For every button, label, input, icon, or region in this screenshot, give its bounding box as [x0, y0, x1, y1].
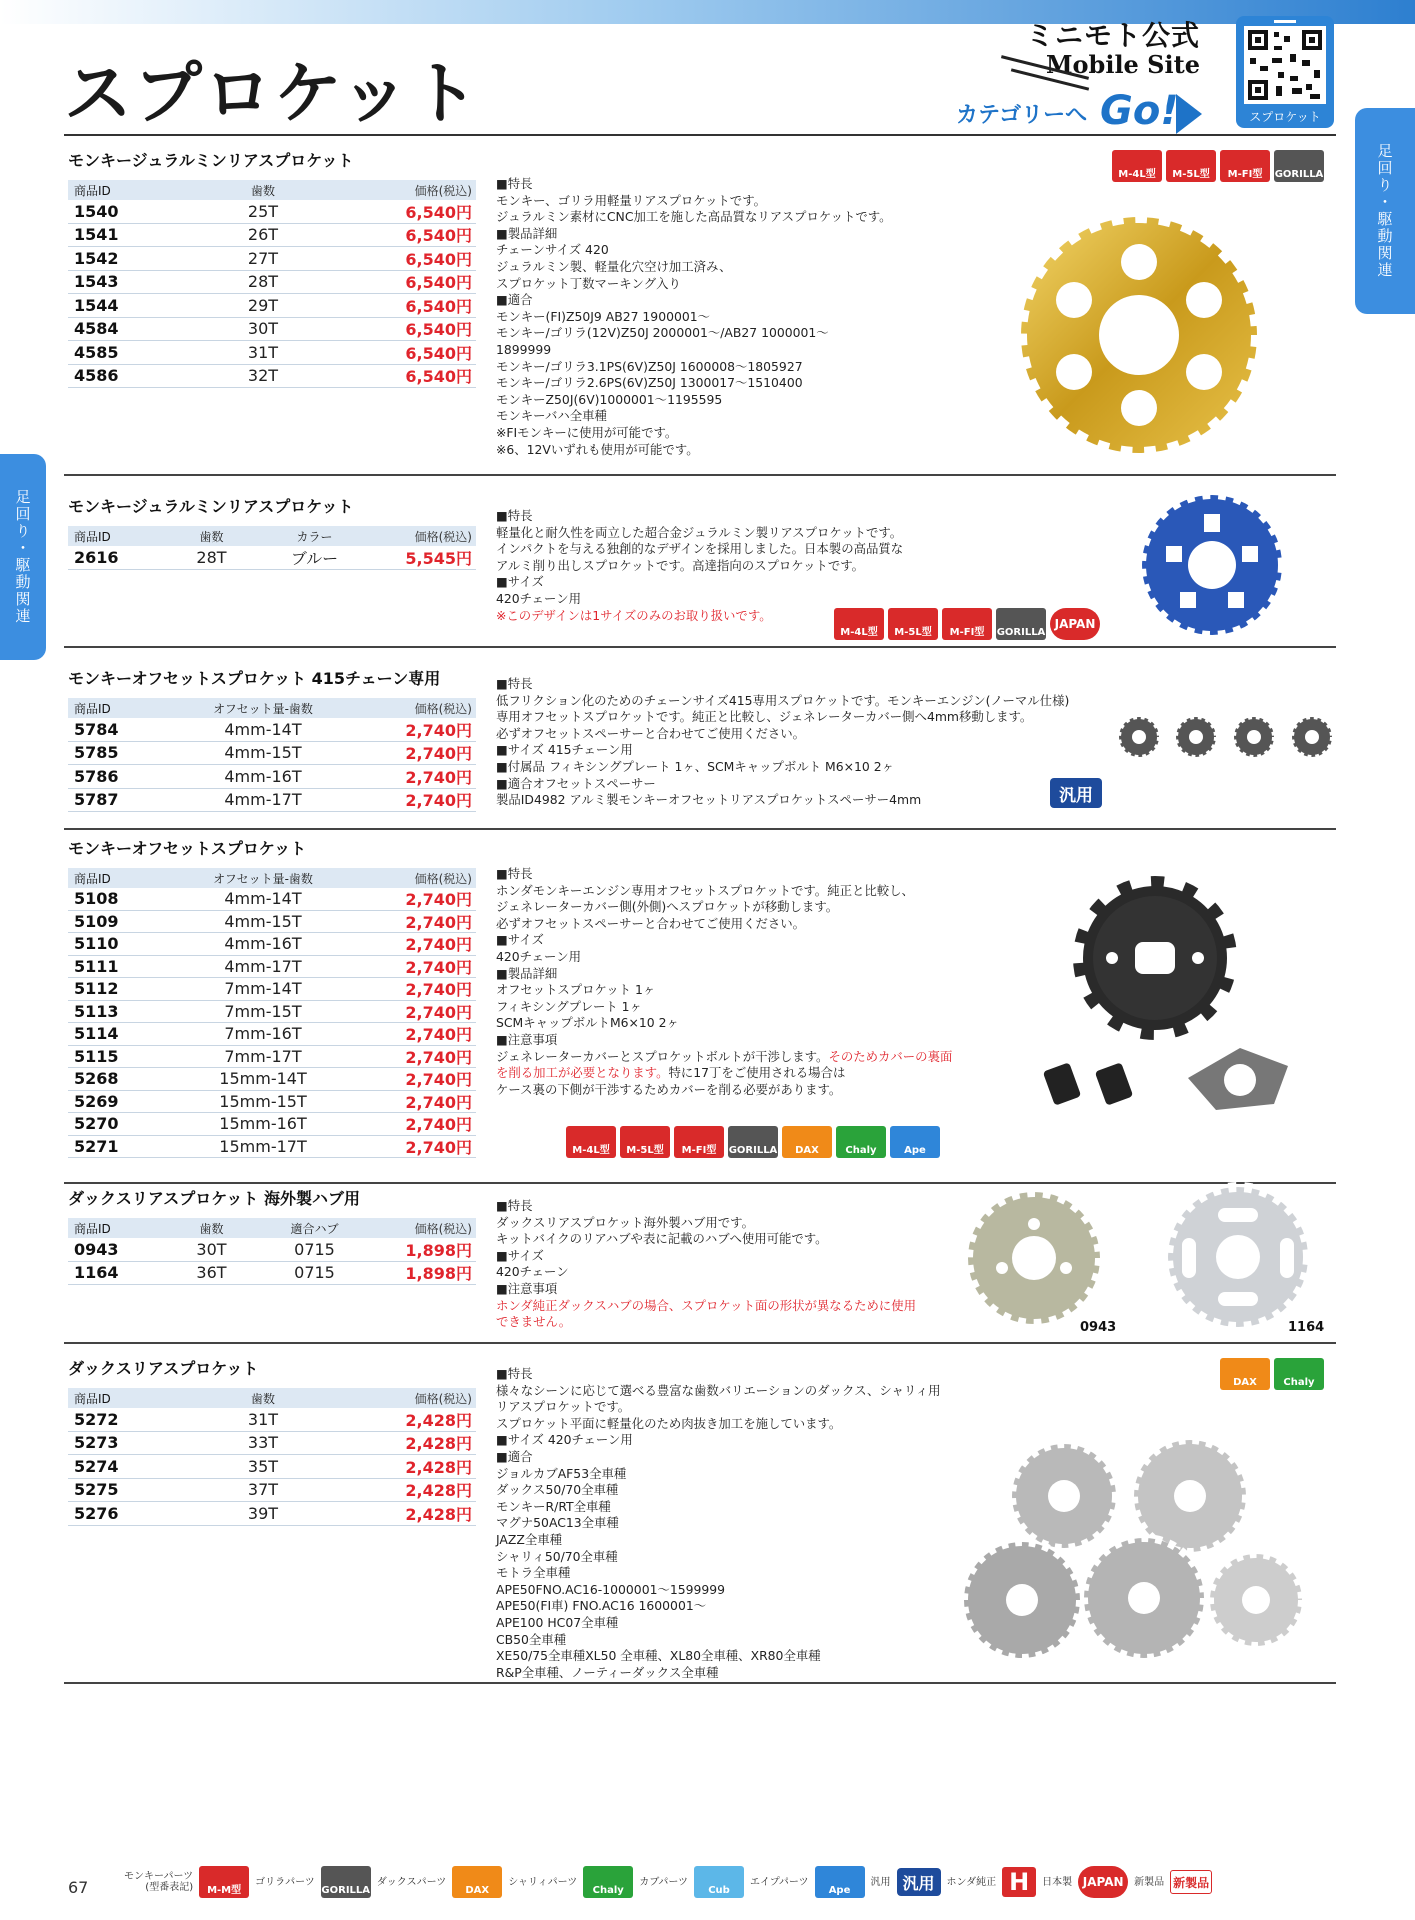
category-tab-left[interactable]: 足回り・駆動関連	[0, 454, 46, 660]
teeth: 28T	[247, 272, 279, 292]
legend-label: ダックスパーツ	[376, 1876, 447, 1888]
product-description	[496, 866, 956, 1098]
ape-badge: Ape	[890, 1126, 940, 1158]
mobile-line1: ミニモト公式	[1025, 19, 1200, 52]
price: 2,740円	[405, 1047, 472, 1067]
price: 2,428円	[405, 1481, 472, 1501]
price: 2,740円	[405, 1092, 472, 1112]
legend-label: モンキーパーツ (型番表記)	[124, 1871, 194, 1893]
product-id: 5113	[74, 1001, 119, 1021]
table-row[interactable]	[68, 911, 476, 934]
universal-badge: 汎用	[1050, 778, 1102, 808]
dax-badge: DAX	[452, 1866, 502, 1898]
teeth: 31T	[247, 1409, 279, 1429]
mfi-badge: M-FI型	[942, 608, 992, 640]
offset-teeth: 15mm-16T	[219, 1114, 307, 1134]
m5l-badge: M-5L型	[888, 608, 938, 640]
header-offset: オフセット量-歯数	[213, 871, 313, 886]
price: 2,740円	[405, 1070, 472, 1090]
teeth: 33T	[247, 1433, 279, 1453]
price: 2,740円	[405, 935, 472, 955]
offset-teeth: 4mm-15T	[224, 743, 302, 763]
product-id: 5110	[74, 934, 119, 954]
m4l-badge: M-4L型	[566, 1126, 616, 1158]
table-row[interactable]	[68, 1408, 476, 1432]
section-title: モンキージュラルミンリアスプロケット	[68, 151, 354, 170]
header-id: 商品ID	[74, 1221, 111, 1236]
section-title: ダックスリアスプロケット 海外製ハブ用	[68, 1189, 360, 1208]
product-id: 5114	[74, 1024, 119, 1044]
section-divider	[64, 828, 1336, 830]
color: ブルー	[290, 548, 339, 568]
table-row[interactable]	[68, 1046, 476, 1069]
table-header	[68, 1218, 476, 1238]
product-id: 5272	[74, 1409, 119, 1429]
description-text: ■特長 ホンダモンキーエンジン専用オフセットスプロケットです。純正と比較し、 ジェネレーターカバー側(外側)へスプロケットが移動します。 必ずオフセットスペーサーと合わせてご使用ください。 ■サイズ 420チェーン用 ■製品詳細 オフセットスプロケット 1ヶ フィキシングプレート 1ヶ SCMキャップボルトM6×10 2ヶ ■注意事項 ジェネレーターカバーとスプロケットボルトが干渉します。	[496, 866, 914, 1064]
qr-code-icon	[1244, 26, 1326, 104]
product-id: 5270	[74, 1114, 119, 1134]
price: 2,428円	[405, 1410, 472, 1430]
m4l-badge: M-4L型	[1112, 150, 1162, 182]
product-id: 4586	[74, 366, 119, 386]
price: 2,740円	[405, 890, 472, 910]
product-id: 5275	[74, 1480, 119, 1500]
qr-label: スプロケット	[1249, 110, 1321, 124]
header-id: 商品ID	[74, 701, 111, 716]
arrow-right-icon	[1176, 94, 1202, 134]
gold-sprocket-image	[1004, 200, 1274, 470]
header-teeth: 歯数	[250, 183, 275, 198]
product-description: ■特長 様々なシーンに応じて選べる豊富な歯数バリエーションのダックス、シャリィ用 リアスプロケットです。 スプロケット平面に軽量化のため肉抜き加工を施しています。 ■サイズ 420チェーン用 ■適合 ジョルカブAF53全車種 ダックス50/70全車種 モンキーR/RT全車種 マグナ50AC13全車種 JAZZ全車種 シャリィ50/70全車種 モトラ全車種 APE50FNO.AC16-1000001〜1599999 APE50(FI車) FNO.AC16 1600001〜 APE100 HC07全車種 CB50全車種 XE50/75全車種XL50 全車種、XL80全車種、XR80全車種 R&P全車種、ノーティーダックス全車種	[496, 1366, 941, 1680]
product-id: 1540	[74, 201, 119, 221]
header-id: 商品ID	[74, 1391, 111, 1406]
pic-label-0943: 0943	[1080, 1320, 1117, 1335]
table-row[interactable]	[68, 247, 476, 271]
table-row[interactable]	[68, 1091, 476, 1114]
section-divider	[64, 1342, 1336, 1344]
sprocket-1164-image	[1154, 1182, 1322, 1332]
new-product-badge: 新製品	[1170, 1870, 1212, 1894]
price: 2,740円	[405, 1137, 472, 1157]
product-table	[68, 180, 476, 388]
product-id: 5273	[74, 1433, 119, 1453]
product-id: 4584	[74, 319, 119, 339]
table-header	[68, 1388, 476, 1408]
table-row[interactable]	[68, 933, 476, 956]
table-row[interactable]	[68, 742, 476, 766]
product-table	[68, 1218, 476, 1285]
product-id: 5271	[74, 1136, 119, 1156]
page-title: スプロケット	[64, 55, 481, 134]
table-row[interactable]	[68, 765, 476, 789]
price: 2,428円	[405, 1434, 472, 1454]
product-id: 5274	[74, 1456, 119, 1476]
small-sprockets-image	[1114, 712, 1340, 762]
section-divider	[64, 1182, 1336, 1184]
table-row[interactable]	[68, 718, 476, 742]
price: 5,545円	[405, 548, 472, 568]
dax-badge: DAX	[782, 1126, 832, 1158]
price: 6,540円	[405, 367, 472, 387]
footer-legend	[64, 1864, 1336, 1904]
table-row[interactable]	[68, 1262, 476, 1286]
offset-teeth: 7mm-14T	[224, 979, 302, 999]
offset-teeth: 4mm-16T	[224, 766, 302, 786]
product-id: 5268	[74, 1069, 119, 1089]
offset-teeth: 4mm-16T	[224, 934, 302, 954]
fitment-badges	[1220, 1358, 1324, 1390]
price: 2,740円	[405, 767, 472, 787]
hub: 0715	[294, 1263, 335, 1283]
qr-tab	[1274, 20, 1296, 23]
teeth: 39T	[247, 1503, 279, 1523]
price: 2,740円	[405, 720, 472, 740]
fitment-badges	[566, 1126, 940, 1158]
product-description	[496, 1198, 956, 1331]
table-row[interactable]	[68, 789, 476, 813]
price: 6,540円	[405, 273, 472, 293]
product-id: 1164	[74, 1263, 119, 1283]
header-price: 価格(税込)	[414, 1391, 472, 1406]
price: 2,428円	[405, 1457, 472, 1477]
description-text: ■特長 ダックスリアスプロケット海外製ハブ用です。 キットバイクのリアハブや表に記載のハブへ使用可能です。 ■サイズ 420チェーン ■注意事項	[496, 1198, 828, 1296]
price: 2,740円	[405, 1025, 472, 1045]
japan-badge: JAPAN	[1078, 1866, 1128, 1898]
section-3	[64, 666, 1336, 824]
mfi-badge: M-FI型	[674, 1126, 724, 1158]
legend-label: 汎用	[870, 1876, 891, 1888]
section-divider	[64, 1682, 1336, 1684]
table-row[interactable]	[68, 365, 476, 389]
offset-teeth: 7mm-17T	[224, 1046, 302, 1066]
header-price: 価格(税込)	[414, 871, 472, 886]
legend-label: ホンダ純正	[946, 1876, 997, 1888]
product-id: 1543	[74, 272, 119, 292]
page-number: 67	[68, 1878, 89, 1897]
price: 2,428円	[405, 1504, 472, 1524]
qr-code-box[interactable]	[1236, 16, 1334, 128]
table-row[interactable]	[68, 318, 476, 342]
product-id: 5787	[74, 790, 119, 810]
product-description	[496, 508, 956, 624]
chaly-badge: Chaly	[1274, 1358, 1324, 1390]
description-warning: ※このデザインは1サイズのみのお取り扱いです。	[496, 607, 772, 623]
header-price: 価格(税込)	[414, 701, 472, 716]
fitment-badges	[1112, 150, 1324, 182]
legend-label: 日本製	[1042, 1876, 1073, 1888]
teeth: 28T	[196, 547, 227, 567]
price: 2,740円	[405, 744, 472, 764]
section-title: モンキーオフセットスプロケット 415チェーン専用	[68, 669, 441, 688]
header-id: 商品ID	[74, 871, 111, 886]
universal-badge: 汎用	[897, 1868, 941, 1896]
price: 6,540円	[405, 320, 472, 340]
cub-badge: Cub	[694, 1866, 744, 1898]
table-header	[68, 698, 476, 718]
description-warning: そのためカバーの裏面を削る加工が必要となります。	[496, 1048, 953, 1081]
product-table	[68, 868, 476, 1158]
offset-teeth: 7mm-15T	[224, 1001, 302, 1021]
section-title: モンキーオフセットスプロケット	[68, 839, 307, 858]
table-row[interactable]	[68, 1113, 476, 1136]
offset-teeth: 7mm-16T	[224, 1024, 302, 1044]
product-id: 2616	[74, 547, 119, 567]
offset-teeth: 15mm-15T	[219, 1091, 307, 1111]
header-hub: 適合ハブ	[290, 1221, 339, 1236]
section-2	[64, 494, 1336, 644]
legend-label: シャリィパーツ	[508, 1876, 578, 1888]
section-5	[64, 1186, 1336, 1336]
price: 6,540円	[405, 202, 472, 222]
chaly-badge: Chaly	[583, 1866, 633, 1898]
teeth: 27T	[247, 248, 279, 268]
product-id: 1541	[74, 225, 119, 245]
chaly-badge: Chaly	[836, 1126, 886, 1158]
header-offset: オフセット量-歯数	[213, 701, 313, 716]
table-row[interactable]	[68, 224, 476, 248]
product-table	[68, 526, 476, 570]
go-category-text[interactable]: カテゴリーへ	[956, 103, 1088, 128]
gorilla-badge: GORILLA	[996, 608, 1046, 640]
table-row[interactable]	[68, 956, 476, 979]
header-price: 価格(税込)	[414, 529, 472, 544]
fitment-badges	[1050, 778, 1102, 808]
price: 6,540円	[405, 226, 472, 246]
product-id: 5784	[74, 719, 119, 739]
price: 2,740円	[405, 1115, 472, 1135]
product-id: 5786	[74, 766, 119, 786]
section-4	[64, 836, 1336, 1176]
section-1	[64, 148, 1336, 478]
table-row[interactable]	[68, 546, 476, 570]
product-id: 4585	[74, 342, 119, 362]
price: 2,740円	[405, 912, 472, 932]
table-row[interactable]	[68, 888, 476, 911]
header-id: 商品ID	[74, 529, 111, 544]
price: 6,540円	[405, 296, 472, 316]
table-row[interactable]	[68, 1068, 476, 1091]
table-row[interactable]	[68, 1479, 476, 1503]
sprocket-0943-image	[950, 1188, 1118, 1328]
header-price: 価格(税込)	[414, 1221, 472, 1236]
product-id: 5111	[74, 956, 119, 976]
table-row[interactable]	[68, 1432, 476, 1456]
header-color: カラー	[296, 529, 333, 544]
teeth: 32T	[247, 366, 279, 386]
offset-teeth: 4mm-17T	[224, 790, 302, 810]
offset-teeth: 15mm-17T	[219, 1136, 307, 1156]
teeth: 29T	[247, 295, 279, 315]
price: 2,740円	[405, 957, 472, 977]
price: 1,898円	[405, 1264, 472, 1284]
header-teeth: 歯数	[250, 1391, 275, 1406]
gorilla-badge: GORILLA	[728, 1126, 778, 1158]
price: 6,540円	[405, 249, 472, 269]
price: 2,740円	[405, 980, 472, 1000]
m5l-badge: M-5L型	[1166, 150, 1216, 182]
dax-badge: DAX	[1220, 1358, 1270, 1390]
product-id: 5112	[74, 979, 119, 999]
offset-teeth: 4mm-14T	[224, 889, 302, 909]
offset-teeth: 4mm-14T	[224, 719, 302, 739]
table-row[interactable]	[68, 294, 476, 318]
legend-row	[124, 1866, 1212, 1898]
teeth: 25T	[247, 201, 279, 221]
description-text: ■特長 軽量化と耐久性を両立した超合金ジュラルミン製リアスプロケットです。 インパクトを与える独創的なデザインを採用しました。日本製の高品質な アルミ削り出しスプロケットです。高達指向のスプロケットです。 ■サイズ 420チェーン用	[496, 508, 904, 606]
header-teeth: 歯数	[199, 1221, 224, 1236]
price: 2,740円	[405, 791, 472, 811]
category-tab-right[interactable]: 足回り・駆動関連	[1355, 108, 1415, 314]
section-title: モンキージュラルミンリアスプロケット	[68, 497, 354, 516]
table-header	[68, 868, 476, 888]
gorilla-badge: GORILLA	[1274, 150, 1324, 182]
teeth: 37T	[247, 1480, 279, 1500]
table-row[interactable]	[68, 1001, 476, 1024]
product-id: 5108	[74, 889, 119, 909]
legend-label: 新製品	[1134, 1876, 1165, 1888]
table-row[interactable]	[68, 200, 476, 224]
mm-badge: M-M型	[199, 1866, 249, 1898]
teeth: 36T	[196, 1263, 227, 1283]
header-teeth: 歯数	[199, 529, 224, 544]
header-id: 商品ID	[74, 183, 111, 198]
teeth: 35T	[247, 1456, 279, 1476]
product-description: ■特長 モンキー、ゴリラ用軽量リアスプロケットです。 ジュラルミン素材にCNC加工を施した高品質なリアスプロケットです。 ■製品詳細 チェーンサイズ 420 ジュラルミン製、軽量化穴空け加工済み、 スプロケット丁数マーキング入り ■適合 モンキー(FI)Z50J9 AB27 1900001〜 モンキー/ゴリラ(12V)Z50J 2000001〜/AB27 1000001〜 1899999 モンキー/ゴリラ3.1PS(6V)Z50J 1600008〜1805927 モンキー/ゴリラ2.6PS(6V)Z50J 1300017〜1510400 モンキーZ50J(6V)1000001〜1195595 モンキーバハ全車種 ※FIモンキーに使用が可能です。 ※6、12Vいずれも使用が可能です。	[496, 176, 892, 457]
header-price: 価格(税込)	[414, 183, 472, 198]
table-row[interactable]	[68, 1023, 476, 1046]
offset-teeth: 4mm-15T	[224, 911, 302, 931]
price: 1,898円	[405, 1240, 472, 1260]
table-header	[68, 180, 476, 200]
table-row[interactable]	[68, 271, 476, 295]
description-warning: ホンダ純正ダックスハブの場合、スプロケット面の形状が異なるために使用 できません。	[496, 1297, 917, 1330]
teeth: 26T	[247, 225, 279, 245]
product-id: 5269	[74, 1091, 119, 1111]
m5l-badge: M-5L型	[620, 1126, 670, 1158]
section-6	[64, 1356, 1336, 1686]
blue-sprocket-image	[1130, 488, 1294, 642]
m4l-badge: M-4L型	[834, 608, 884, 640]
table-row[interactable]	[68, 341, 476, 365]
price: 2,740円	[405, 1002, 472, 1022]
table-row[interactable]	[68, 1455, 476, 1479]
honda-badge: H	[1002, 1867, 1036, 1897]
table-header	[68, 526, 476, 546]
dax-sprockets-image	[964, 1436, 1304, 1666]
price: 6,540円	[405, 343, 472, 363]
product-id: 5785	[74, 743, 119, 763]
table-row[interactable]	[68, 1502, 476, 1526]
offset-teeth: 15mm-14T	[219, 1069, 307, 1089]
gorilla-badge: GORILLA	[321, 1866, 371, 1898]
hub: 0715	[294, 1239, 335, 1259]
ape-badge: Ape	[815, 1866, 865, 1898]
product-id: 0943	[74, 1239, 119, 1259]
pic-label-1164: 1164	[1288, 1320, 1325, 1335]
teeth: 30T	[196, 1239, 227, 1259]
product-id: 5115	[74, 1046, 119, 1066]
section-divider	[64, 646, 1336, 648]
section-title: ダックスリアスプロケット	[68, 1359, 259, 1378]
mobile-line2: Mobile Site	[1045, 50, 1200, 79]
product-table	[68, 698, 476, 812]
japan-badge: JAPAN	[1050, 608, 1100, 640]
product-id: 5109	[74, 911, 119, 931]
black-offset-sprocket-image	[1020, 858, 1310, 1148]
table-row[interactable]	[68, 978, 476, 1001]
offset-teeth: 4mm-17T	[224, 956, 302, 976]
go-text[interactable]: Go!	[1100, 88, 1179, 134]
section-divider	[64, 474, 1336, 476]
teeth: 30T	[247, 319, 279, 339]
product-id: 1544	[74, 295, 119, 315]
fitment-badges	[834, 608, 1100, 640]
mfi-badge: M-FI型	[1220, 150, 1270, 182]
product-description: ■特長 低フリクション化のためのチェーンサイズ415専用スプロケットです。モンキーエンジン(ノーマル仕様) 専用オフセットスプロケットです。純正と比較し、ジェネレーターカバー側へ4mm移動します。 必ずオフセットスペーサーと合わせてご使用ください。 ■サイズ 415チェーン用 ■付属品 フィキシングプレート 1ヶ、SCMキャップボルト M6×10 2ヶ ■適合オフセットスペーサー 製品ID4982 アルミ製モンキーオフセットリアスプロケットスペーサー4mm	[496, 676, 1070, 808]
product-table	[68, 1388, 476, 1526]
legend-label: ゴリラパーツ	[255, 1876, 315, 1888]
teeth: 31T	[247, 342, 279, 362]
table-row[interactable]	[68, 1136, 476, 1159]
legend-label: エイプパーツ	[750, 1876, 809, 1888]
description-tail: 特に17丁をご使用される場合は ケース裏の下側が干渉するためカバーを削る必要があります。	[496, 1065, 846, 1097]
product-id: 5276	[74, 1503, 119, 1523]
table-row[interactable]	[68, 1238, 476, 1262]
product-id: 1542	[74, 248, 119, 268]
legend-label: カブパーツ	[639, 1876, 689, 1888]
